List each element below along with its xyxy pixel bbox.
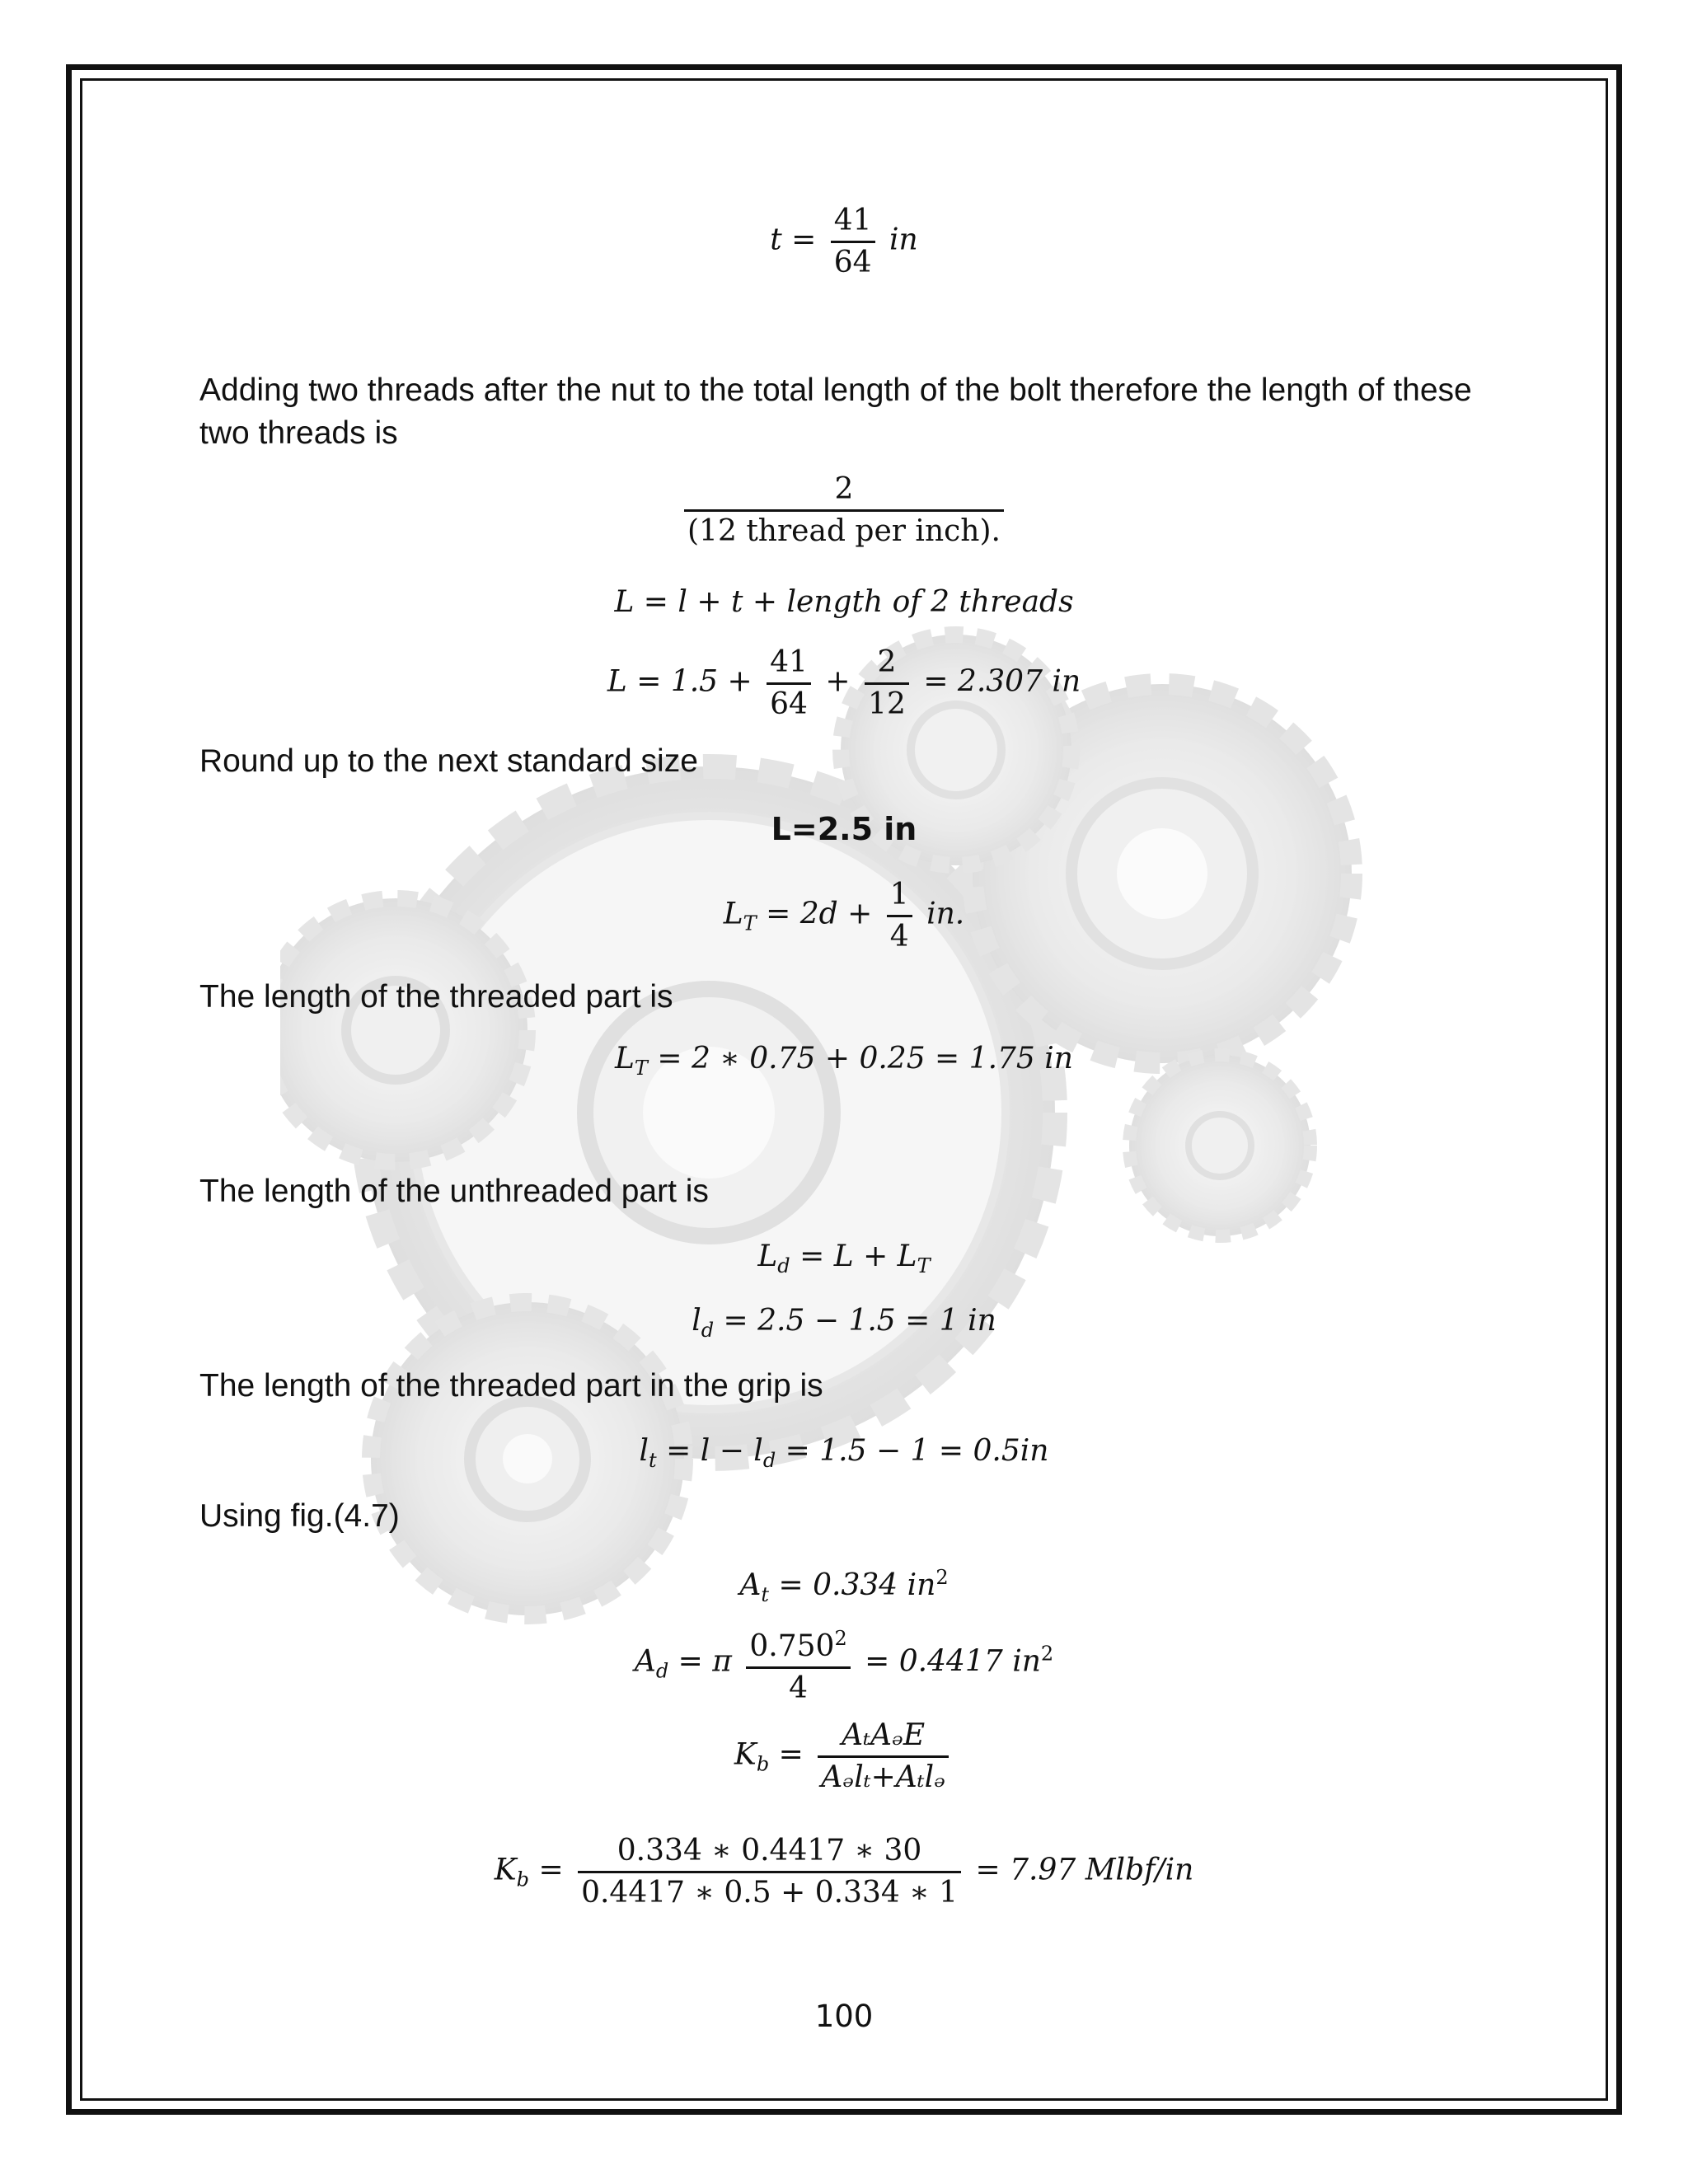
right-small-gear-shape [1129,1055,1311,1236]
equation-LT-calculation: $L_T = 2$ ∗ 0.75 + 0.25 = 1.75 in [615,1042,1073,1080]
paragraph-threaded-part: The length of the threaded part is [199,979,673,1015]
equation-Kb-definition: $K_b$ = $\frac{\text{AₜAₔE}}{\text{Aₔlₜ+Aₜlₔ}}$ [0,1716,1688,1797]
equation-Ad: $A_d = \pi$ $\frac{0.750^2}{4}$ = 0.4417 $in^2$ [0,1619,1688,1708]
equation-lt-calculation: $l_t = l - l_d = 1.5 - 1 = 0.5in$ [639,1434,1049,1473]
equation-L-standard: L=2.5 in [771,811,917,847]
page-number: 100 [814,1999,874,2034]
equation-Ld-definition: $L_d = L + L_T$ [757,1240,931,1278]
equation-L-calculation: L = 1.5 + $\frac{41}{64}$ + $\frac{2}{12}$ = 2.307 in [0,643,1688,724]
equation-thread-length: $\frac{2}{\text{(12 thread per inch).}}$ [0,470,1688,551]
paragraph-threaded-grip: The length of the threaded part in the grip is [199,1368,823,1404]
paragraph-using-fig: Using fig.(4.7) [199,1498,400,1534]
paragraph-round-up: Round up to the next standard size [199,743,698,779]
equation-ld-calculation: $l_d = 2.5 - 1.5 = 1$ in [692,1304,996,1343]
paragraph-unthreaded-part: The length of the unthreaded part is [199,1174,709,1209]
equation-t: t = $\frac{41}{64}$ in [0,201,1688,283]
equation-LT-definition: $L_T = 2d$ + $\frac{1}{4}$ in. [0,875,1688,957]
equation-At: $A_t = 0.334$ $in^2$ [739,1566,949,1607]
paragraph-adding-threads: Adding two threads after the nut to the total length of the bolt therefore the length of these two threads is [199,373,1472,451]
equation-L-definition: L = l + t + length of 2 threads [614,585,1074,619]
equation-Kb-calculation: $K_b$ = $\frac{0.334 ∗ 0.4417 ∗ 30}{0.4417 ∗ 0.5 + 0.334 ∗ 1}$ = 7.97 Mlbf/in [0,1831,1688,1913]
